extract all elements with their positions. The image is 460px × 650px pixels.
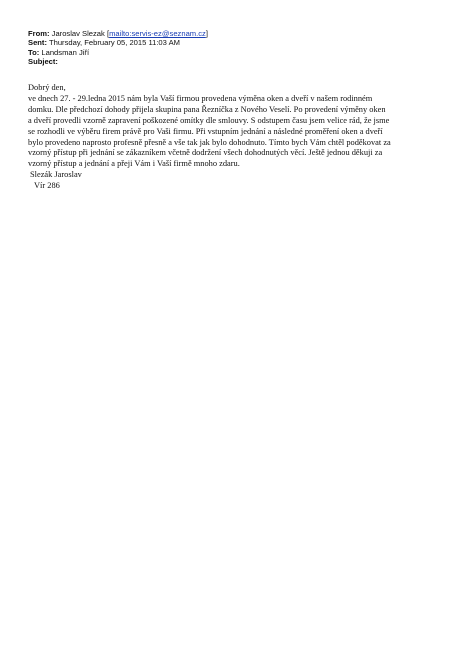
sent-row: [28, 38, 208, 47]
to-label: To:: [28, 47, 40, 57]
body-line: vzorný přístup při jednání se zákazníkem včetně dodržení všech dohodnutých věcí. Ještě jednou děkuji za: [28, 148, 383, 158]
from-name: Jaroslav Slezak: [51, 29, 105, 38]
from-row: [28, 29, 208, 38]
signature-name: Slezák Jaroslav: [30, 170, 82, 180]
body-line: ve dnech 27. - 29.ledna 2015 nám byla Vaší firmou provedena výměna oken a dveří v našem rodinném: [28, 93, 373, 103]
sent-label: Sent:: [28, 38, 47, 48]
email-body: [28, 83, 438, 192]
from-bracket-open: [: [106, 29, 110, 38]
subject-label: Subject:: [28, 57, 58, 67]
mailto-link[interactable]: mailto:servis-ez@seznam.cz: [109, 29, 206, 38]
body-line: bylo provedeno naprosto profesně přesně a vše tak jak bylo dohodnuto. Tímto bych Vám chtěl poděkovat za: [28, 137, 391, 147]
sent-value: Thursday, February 05, 2015 11:03 AM: [48, 38, 180, 48]
to-row: [28, 48, 208, 57]
signature-address: Vír 286: [34, 181, 60, 191]
body-line: a dveří provedli vzorně zapravení poškozené omítky dle smlouvy. S odstupem času jsem velice rád, že jsme: [28, 115, 390, 125]
subject-row: [28, 57, 208, 66]
body-line: vzorný přístup a jednání a přeji Vám i Vaší firmě mnoho zdaru.: [28, 159, 240, 169]
greeting-line: Dobrý den,: [28, 83, 66, 92]
email-header: [28, 29, 208, 67]
body-line: se rozhodli ve výběru firem právě pro Vaši firmu. Při vstupním jednání a následné proměření oken a dveří: [28, 126, 383, 136]
from-bracket-close: ]: [205, 29, 208, 38]
from-label: From:: [28, 29, 50, 38]
body-line: domku. Dle předchozí dohody přijela skupina pana Řezníčka z Nového Veselí. Po provedení výměny oken: [28, 104, 386, 114]
to-value: Landsman Jiří: [41, 47, 90, 57]
